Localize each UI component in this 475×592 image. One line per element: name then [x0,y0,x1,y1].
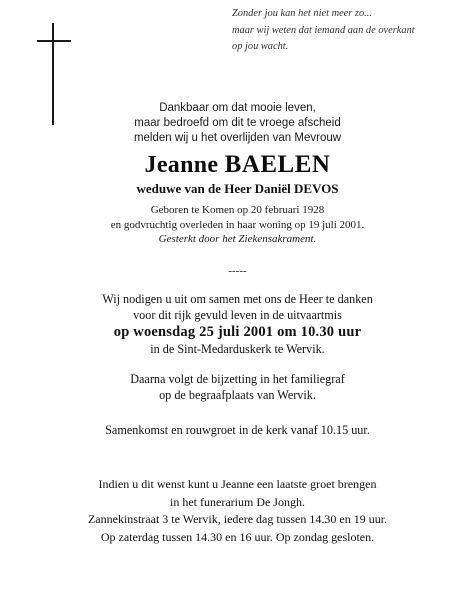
gathering-info: Samenkomst en rouwgroet in de kerk vanaf 10.15 uur. [105,423,370,437]
surname: BAELEN [224,151,331,178]
funeral-home-line: Indien u dit wenst kunt u Jeanne een laatste groet brengen [98,477,377,491]
funeral-home-line: Op zaterdag tussen 14.30 en 16 uur. Op zondag gesloten. [100,529,375,544]
life-dates [0,203,475,247]
death-line: en godvruchtig overleden in haar woning op 19 juli 2001. [110,218,365,231]
funeral-invitation [0,292,475,358]
intro-line: Dankbaar om dat mooie leven, [159,102,316,114]
funeral-home-info [0,476,475,546]
intro-line: melden wij u het overlijden van Mevrouw [133,132,342,144]
sacrament-line: Gesterkt door het Ziekensakrament. [158,233,317,245]
first-name: Jeanne [144,152,219,178]
motto-line: maar wij weten dat iemand aan de overkant [232,24,415,36]
church-line: in de Sint-Medarduskerk te Wervik. [150,342,325,356]
motto-line: Zonder jou kan het niet meer zo... [232,8,372,19]
motto-line: op jou wacht. [232,41,289,52]
intro-line: maar bedroefd om dit te vroege afscheid [134,117,341,129]
burial-info [0,372,475,403]
birth-line: Geboren te Komen op 20 februari 1928 [150,204,325,216]
invitation-line: Wij nodigen u uit om samen met ons de Heer te danken [102,292,373,306]
deceased-name [0,151,475,179]
cross-horizontal-bar [37,40,71,42]
intro-text [0,101,475,146]
invitation-line: voor dit rijk gevuld leven in de uitvaartmis [133,307,342,322]
separator: ----- [228,265,247,277]
widow-line: weduwe van de Heer Daniël DEVOS [136,181,339,196]
funeral-home-line: in het funerarium De Jongh. [170,494,305,509]
motto-quote [232,6,472,56]
burial-line: Daarna volgt de bijzetting in het familiegraf [130,372,345,386]
funeral-home-line: Zannekinstraat 3 te Wervik, iedere dag tussen 14.30 en 19 uur. [87,512,388,526]
burial-line: op de begraafplaats van Wervik. [159,387,316,402]
funeral-date: op woensdag 25 juli 2001 om 10.30 uur [113,324,362,340]
